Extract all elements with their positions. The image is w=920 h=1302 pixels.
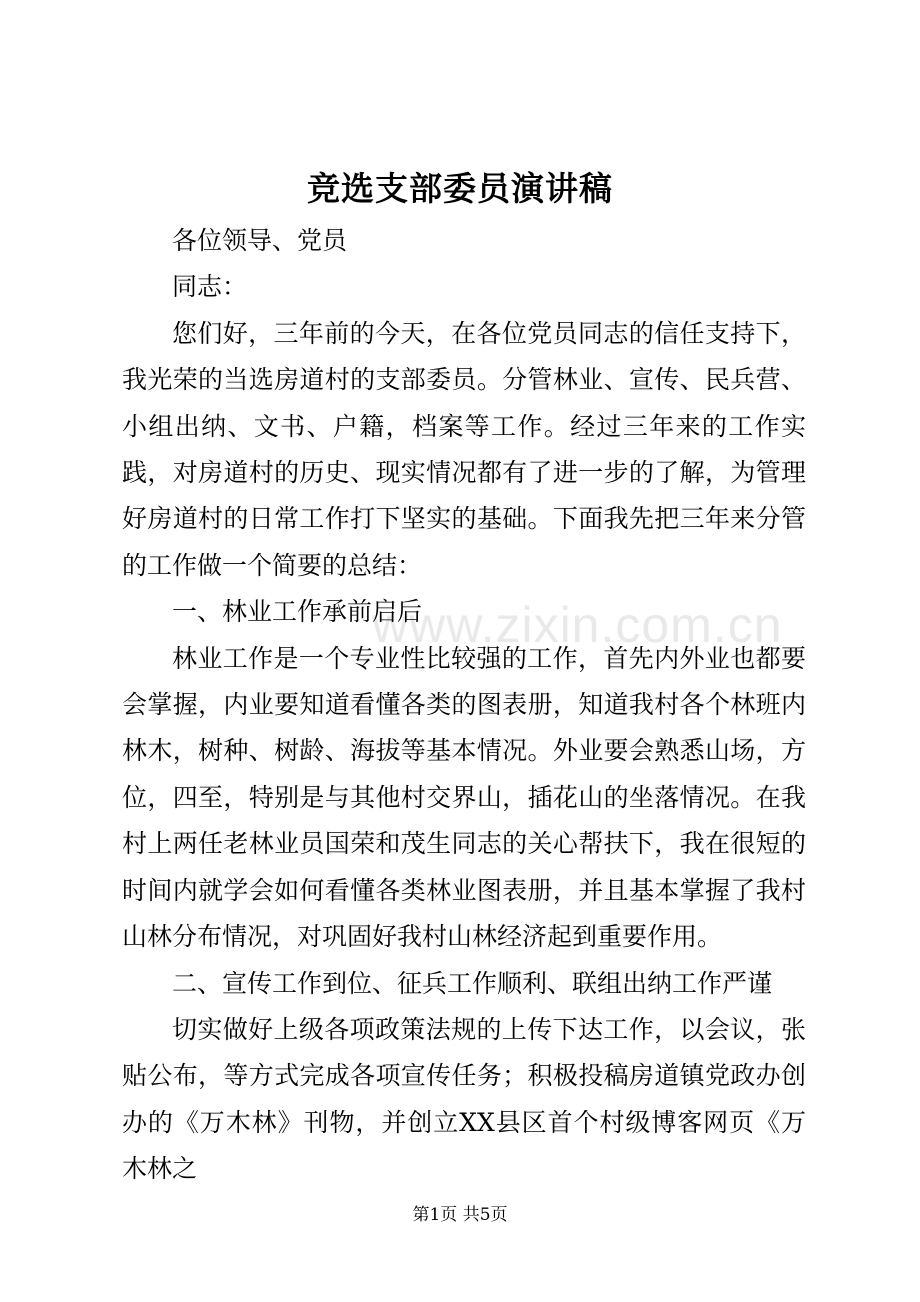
- watermark: www.zixin.com.cn: [372, 597, 783, 653]
- document-body: [122, 218, 806, 1193]
- section-heading-forestry: 一、林业工作承前启后: [172, 597, 423, 627]
- section-heading-publicity: 二、宣传工作到位、征兵工作顺利、联组出纳工作严谨: [172, 968, 773, 998]
- paragraph-forestry: 林业工作是一个专业性比较强的工作，首先内外业也都要会掌握，内业要知道看懂各类的图表册，知道我村各个林班内林木，树种、树龄、海拔等基本情况。外业要会熟悉山场，方位，四至，特别是与其他村交界山，插花山的坐落情况。在我村上两任老林业员国荣和茂生同志的关心帮扶下，我在很短的时间内就学会如何看懂各类林业图表册，并且基本掌握了我村山林分布情况，对巩固好我村山林经济起到重要作用。: [122, 643, 806, 952]
- paragraph-intro: 您们好，三年前的今天，在各位党员同志的信任支持下，我光荣的当选房道村的支部委员。分管林业、宣传、民兵营、小组出纳、文书、户籍，档案等工作。经过三年来的工作实践，对房道村的历史、现实情况都有了进一步的了解，为管理好房道村的日常工作打下坚实的基础。下面我先把三年来分管的工作做一个简要的总结：: [122, 318, 806, 580]
- salutation-line-2: 同志：: [172, 272, 248, 302]
- page-footer: 第1页 共5页: [412, 1205, 508, 1225]
- document-title: 竞选支部委员演讲稿: [307, 169, 613, 208]
- paragraph-publicity: 切实做好上级各项政策法规的上传下达工作，以会议，张贴公布，等方式完成各项宣传任务；积极投稿房道镇党政办创办的《万木林》刊物，并创立XX县区首个村级博客网页《万木林之: [122, 1014, 806, 1184]
- salutation-line-1: 各位领导、党员: [172, 226, 348, 255]
